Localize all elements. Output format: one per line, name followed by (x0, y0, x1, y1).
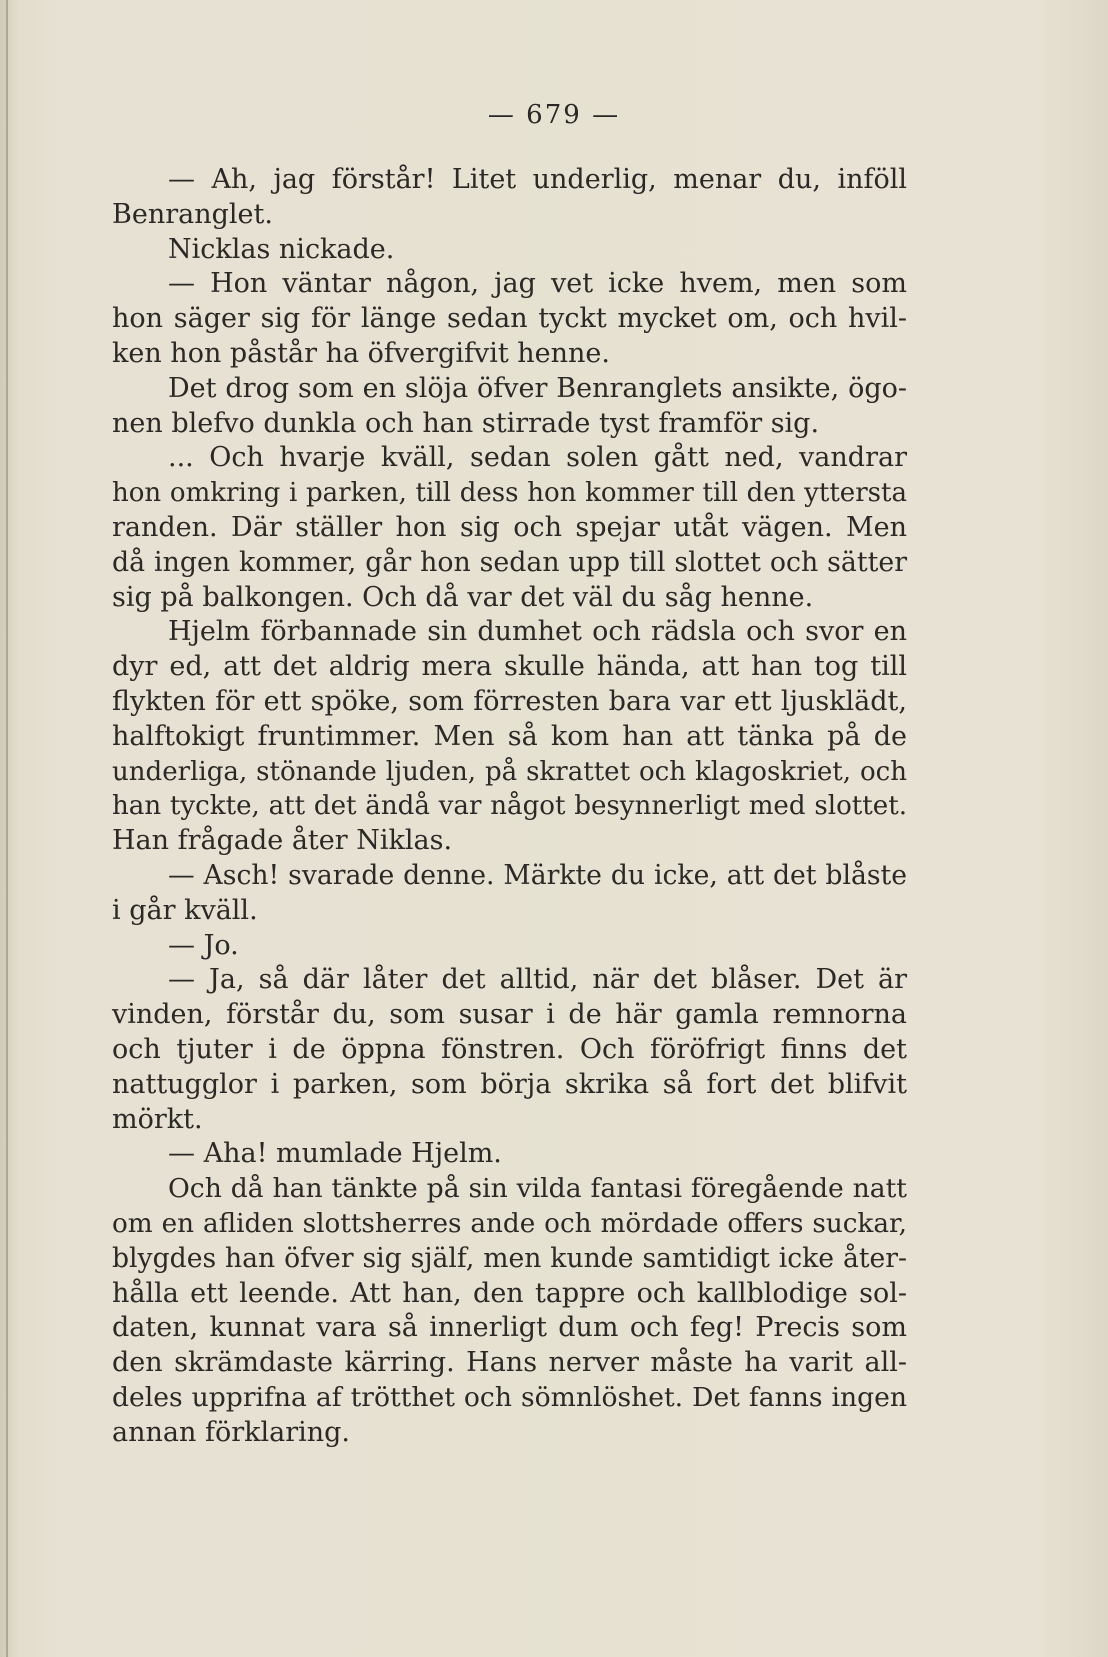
text-line: hon omkring i parken, till dess hon kommer till den yttersta (112, 478, 907, 509)
text-line: Benranglet. (112, 198, 273, 230)
text-line: — Jo. (168, 929, 239, 961)
text-line: daten, kunnat vara så innerligt dum och feg! Precis som (112, 1312, 907, 1344)
text-line: ken hon påstår ha öfvergifvit henne. (112, 337, 610, 369)
text-line: Och då han tänkte på sin vilda fantasi föregående natt (168, 1173, 907, 1205)
text-line: flykten för ett spöke, som förresten bara var ett ljusklädt, (112, 685, 907, 717)
page-number: — 679 — (487, 100, 621, 130)
text-line: randen. Där ställer hon sig och spejar utåt vägen. Men (112, 511, 907, 543)
text-line: deles upprifna af trötthet och sömnlöshet. Det fanns ingen (112, 1381, 907, 1413)
text-line: vinden, förstår du, som susar i de här gamla remnorna (112, 999, 907, 1031)
text-line: — Aha! mumlade Hjelm. (168, 1138, 502, 1170)
text-line: och tjuter i de öppna fönstren. Och föröfrigt finns det (112, 1033, 907, 1065)
text-line: Hjelm förbannade sin dumhet och rädsla och svor en (168, 616, 907, 648)
text-line: han tyckte, att det ändå var något besynnerligt med slottet. (112, 791, 907, 822)
text-line: — Asch! svarade denne. Märkte du icke, att det blåste (168, 859, 907, 891)
text-line: hålla ett leende. Att han, den tappre och kallblodige sol- (112, 1277, 907, 1309)
text-line: om en afliden slottsherres ande och mördade offers suckar, (112, 1208, 907, 1239)
text-line: i går kväll. (112, 894, 258, 926)
body-text (112, 163, 907, 1450)
text-line: ... Och hvarje kväll, sedan solen gått ned, vandrar (168, 442, 907, 474)
text-line: dyr ed, att det aldrig mera skulle hända, att han tog till (112, 651, 907, 683)
text-line: mörkt. (112, 1103, 203, 1135)
text-line: blygdes han öfver sig själf, men kunde samtidigt icke åter- (112, 1242, 907, 1274)
text-line: — Ja, så där låter det alltid, när det blåser. Det är (168, 964, 907, 996)
text-line: underliga, stönande ljuden, på skrattet och klagoskriet, och (112, 756, 907, 787)
text-line: — Hon väntar någon, jag vet icke hvem, men som (168, 268, 907, 300)
text-line: Nicklas nickade. (168, 233, 395, 265)
text-line: hon säger sig för länge sedan tyckt mycket om, och hvil- (112, 303, 907, 335)
text-line: halftokigt fruntimmer. Men så kom han att tänka på de (112, 720, 907, 752)
text-line: då ingen kommer, går hon sedan upp till slottet och sätter (112, 546, 907, 578)
text-line: — Ah, jag förstår! Litet underlig, menar du, inföll (168, 164, 907, 195)
text-line: den skrämdaste kärring. Hans nerver måste ha varit all- (112, 1347, 907, 1379)
text-line: sig på balkongen. Och då var det väl du såg henne. (112, 581, 814, 613)
text-line: nattugglor i parken, som börja skrika så fort det blifvit (112, 1068, 907, 1100)
text-line: Han frågade åter Niklas. (112, 825, 453, 857)
text-line: annan förklaring. (112, 1416, 350, 1448)
text-line: Det drog som en slöja öfver Benranglets ansikte, ögo- (168, 372, 907, 404)
text-line: nen blefvo dunkla och han stirrade tyst framför sig. (112, 407, 820, 439)
page-edge-shadow (6, 0, 8, 1657)
